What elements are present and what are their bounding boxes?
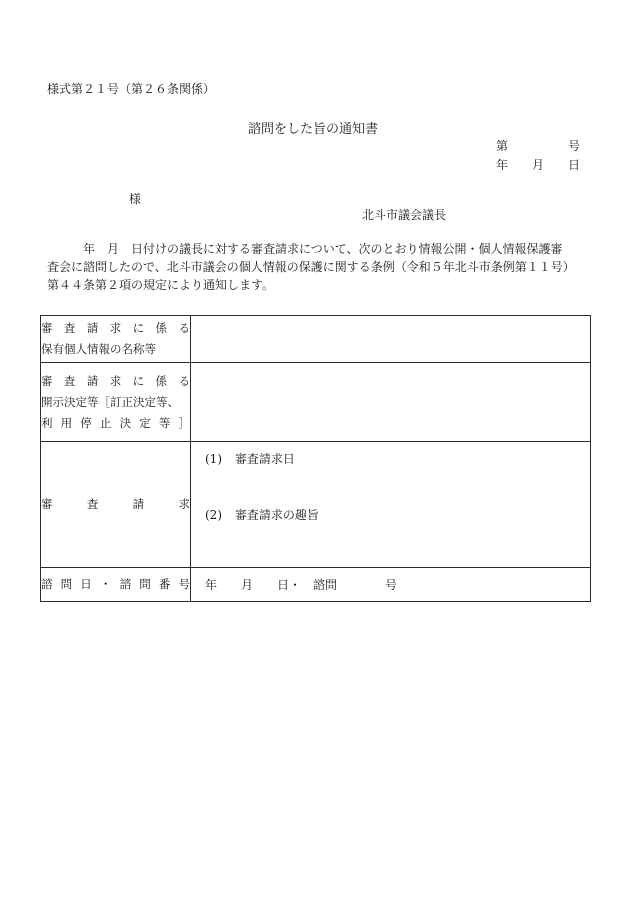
request-item xyxy=(205,450,295,467)
consultation-date-number: 年 月 日・ 諮問 号 xyxy=(205,578,398,592)
body-text xyxy=(47,240,587,294)
row-value-consultation xyxy=(191,568,591,602)
label-line: 審 査 請 求 に 係 る xyxy=(41,373,190,388)
row-value-decision xyxy=(191,363,591,442)
row-label-decision xyxy=(41,363,191,442)
document-date xyxy=(496,159,580,171)
body-line: 査会に諮問したので、北斗市議会の個人情報の保護に関する条例（令和５年北斗市条例第１１号） xyxy=(47,260,575,274)
body-line: 第４４条第２項の規定により通知します。 xyxy=(47,278,275,292)
row-value-request xyxy=(191,442,591,568)
label-line: 利 用 停 止 決 定 等 ］ xyxy=(41,415,190,430)
item-number: (1) xyxy=(205,452,222,466)
row-label-information-name xyxy=(41,316,191,363)
row-label-request xyxy=(41,442,191,568)
date-month: 月 xyxy=(531,158,544,172)
label-line: 審 査 請 求 xyxy=(41,497,190,511)
label-line: 審 査 請 求 に 係 る xyxy=(41,321,190,335)
item-text: 審査請求の趣旨 xyxy=(234,508,319,522)
document-number-prefix: 第 xyxy=(496,139,509,153)
table-row xyxy=(41,442,591,568)
document-title: 諮問をした旨の通知書 xyxy=(248,122,379,137)
item-number: (2) xyxy=(205,508,222,522)
notice-table xyxy=(40,315,591,602)
item-text: 審査請求日 xyxy=(234,452,295,466)
document-number xyxy=(496,140,580,152)
request-item xyxy=(205,506,319,523)
row-value-information-name xyxy=(191,316,591,363)
label-line: 諮 問 日 ・ 諮 問 番 号 xyxy=(41,577,190,591)
row-label-consultation xyxy=(41,568,191,602)
sender: 北斗市議会議長 xyxy=(362,208,447,222)
document-number-suffix: 号 xyxy=(567,139,580,153)
table-row xyxy=(41,363,591,442)
addressee: 様 xyxy=(129,192,142,206)
label-line: 開示決定等［訂正決定等、 xyxy=(41,394,179,409)
date-year: 年 xyxy=(496,158,509,172)
body-line: 年 月 日付けの議長に対する審査請求について、次のとおり情報公開・個人情報保護審 xyxy=(47,242,563,256)
table-row xyxy=(41,316,591,363)
date-day: 日 xyxy=(567,158,580,172)
label-line: 保有個人情報の名称等 xyxy=(41,342,156,356)
table-row xyxy=(41,568,591,602)
form-number: 様式第２１号（第２６条関係） xyxy=(47,82,216,96)
